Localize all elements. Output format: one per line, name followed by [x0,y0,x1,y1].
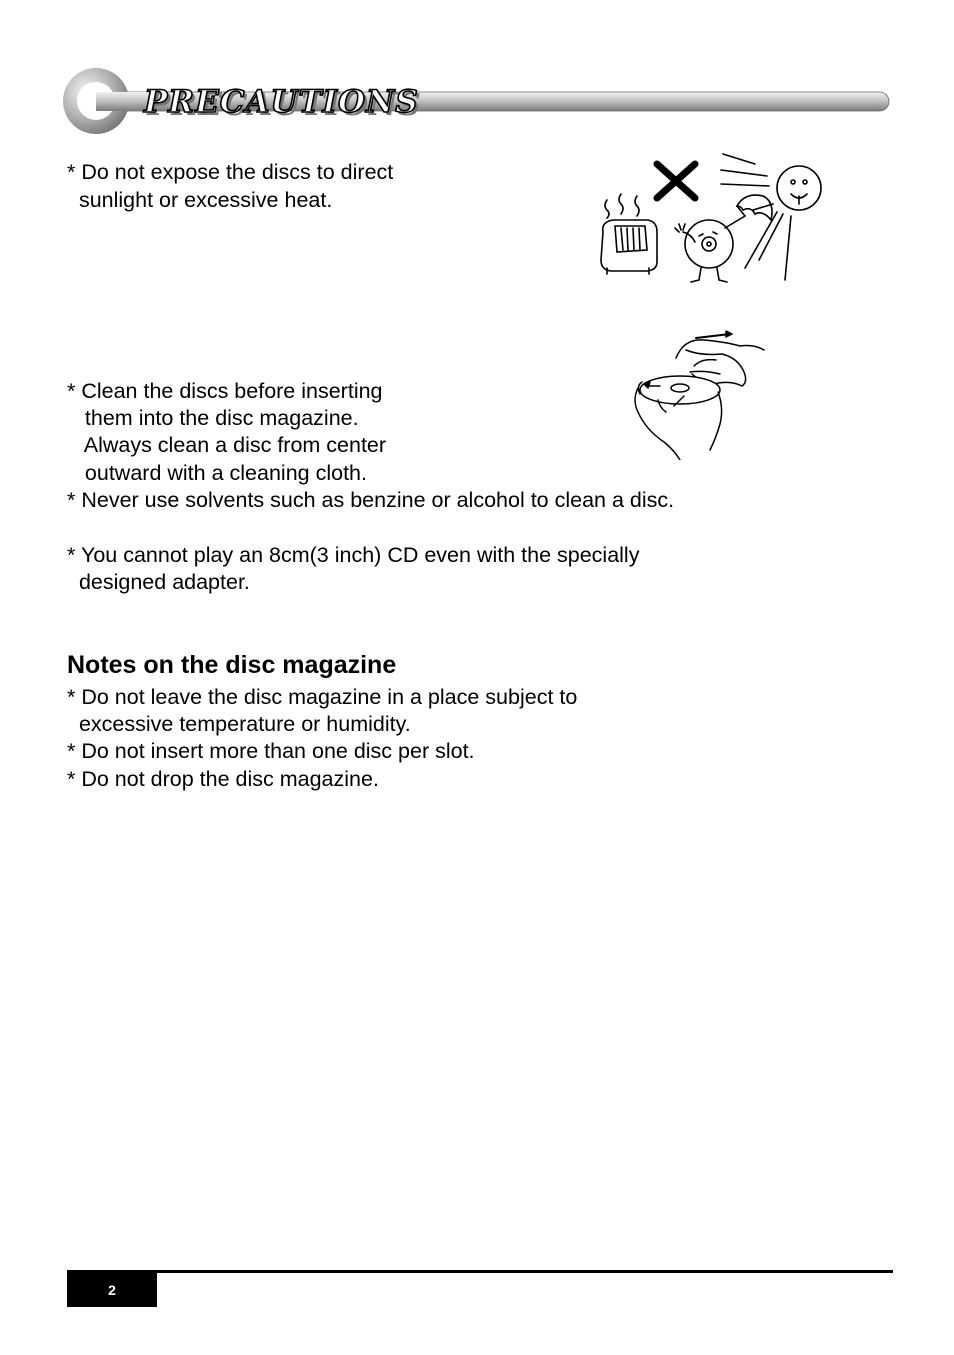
cleaning-text-line-3: Always clean a disc from center [67,433,387,457]
cleaning-text-line-2: them into the disc magazine. [67,406,359,430]
page-title: PRECAUTIONS [144,84,419,120]
adapter-text-line-1: * You cannot play an 8cm(3 inch) CD even with the specially [67,543,640,567]
section-header [62,66,892,136]
magazine-note-line-3: * Do not insert more than one disc per slot. [67,739,475,763]
magazine-note-line-4: * Do not drop the disc magazine. [67,767,379,791]
sunlight-text-line-1: * Do not expose the discs to direct [67,160,394,184]
adapter-text-line-2: designed adapter. [67,570,250,594]
no-heat-sunlight-illustration [595,150,825,290]
magazine-note-line-2: excessive temperature or humidity. [67,712,411,736]
solvents-text: * Never use solvents such as benzine or alcohol to clean a disc. [67,488,675,512]
magazine-note-line-1: * Do not leave the disc magazine in a place subject to [67,685,578,709]
magazine-notes-heading: Notes on the disc magazine [67,651,397,679]
prohibited-x-icon [657,164,695,198]
cleaning-text-line-4: outward with a cleaning cloth. [67,461,367,485]
toaster-icon [601,220,657,271]
cleaning-text-line-1: * Clean the discs before inserting [67,379,383,403]
sunlight-text-line-2: sunlight or excessive heat. [67,188,333,212]
page-number: 2 [67,1272,157,1307]
disc-cleaning-illustration [630,328,770,460]
footer-rule [67,1270,893,1273]
umbrella-icon [737,195,772,220]
